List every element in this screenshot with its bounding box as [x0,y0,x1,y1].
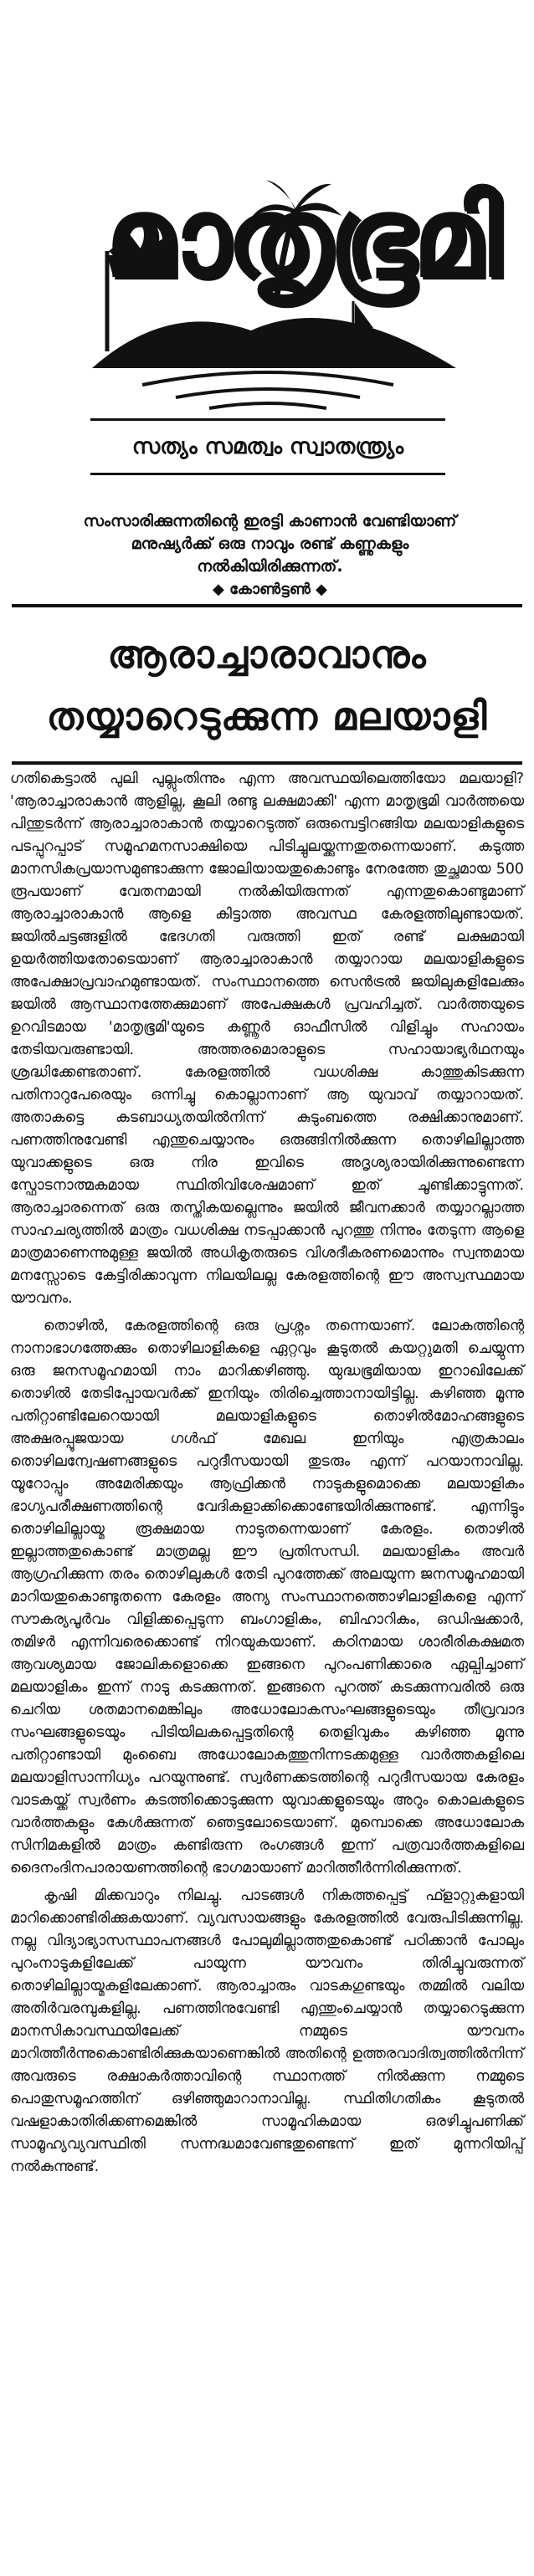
headline-line-2: തയ്യാറെടുക്കുന്ന മലയാളി [46,694,488,739]
quote-line-2: മനുഷ്യർക്ക് ഒരു നാവും രണ്ട് കണ്ണുകളും [131,535,409,553]
quote-box [42,510,498,601]
headline-bottom-rule [12,761,522,765]
paragraph-3: കൃഷി മിക്കവാറും നിലച്ചു. പാടങ്ങൾ നികത്തപ്പെട്ട് ഫ്ളാറ്റുകളായി മാറിക്കൊണ്ടിരിക്കുകയാണ്. വ്യവസായങ്ങളും കേരളത്തിൽ വേരുപിടിക്കുന്നില്ല. നല്ല വിദ്യാഭ്യാസസ്ഥാപനങ്ങൾ പോലുമില്ലാത്തതുകൊണ്ട് പഠിക്കാൻ പോലും പുറംനാടുകളിലേക്ക് പായുന്ന യൗവനം തിരിച്ചുവരുന്നത് തൊഴിലില്ലായ്മകളിലേക്കാണ്. ആരാച്ചാരും വാടകഗുണ്ടയും തമ്മിൽ വലിയ അതിർവരമ്പുകളില്ല. പണത്തിനുവേണ്ടി എന്തുംചെയ്യാൻ തയ്യാറെടുക്കുന്ന മാനസികാവസ്ഥയിലേക്ക് നമ്മുടെ യൗവനം മാറിത്തീർന്നുകൊണ്ടിരിക്കുകയാണെങ്കിൽ അതിന്റെ ഉത്തരവാദിത്വത്തിൽനിന്ന് അവരുടെ രക്ഷാകർത്താവിന്റെ സ്ഥാനത്ത് നിൽക്കുന്ന നമ്മുടെ പൊതുസമൂഹത്തിന് ഒഴിഞ്ഞുമാറാനാവില്ല. സ്ഥിതിഗതികം കൂടുതൽ വഷളാകാതിരിക്കണമെങ്കിൽ സാമൂഹികമായ ഒരഴിച്ചുപണിക്ക് സാമൂഹ്യവ്യവസ്ഥിതി സന്നദ്ധമാവേണ്ടതുണ്ടെന്ന് ഇത് മുന്നറിയിപ്പ് നൽകുന്നുണ്ട്. [10,1887,524,2175]
masthead [0,0,534,519]
quote-line-3: നൽകിയിരിക്കുന്നത്. [197,557,343,576]
quote-attribution: ◆ കോൺട്ടൺ ◆ [212,581,328,598]
headline-line-1: ആരാച്ചാരാവാനും [107,632,427,677]
paragraph-2: തൊഴിൽ, കേരളത്തിന്റെ ഒരു പ്രശ്നം തന്നെയാണ്. ലോകത്തിന്റെ നാനാഭാഗത്തേക്കും തൊഴിലാളികളെ ഏറ്റവും കൂടുതൽ കയറ്റുമതി ചെയ്യുന്ന ഒരു ജനസമൂഹമായി നാം മാറിക്കഴിഞ്ഞു. യുദ്ധഭൂമിയായ ഇറാഖിലേക്ക് തൊഴിൽ തേടിപ്പോയവർക്ക് ഇനിയും തിരിച്ചെത്താനായിട്ടില്ല. കഴിഞ്ഞ മൂന്നു പതിറ്റാണ്ടിലേറെയായി മലയാളികളുടെ തൊഴിൽമോഹങ്ങളുടെ അക്ഷരപ്പൂജയായ ഗൾഫ് മേഖല ഇനിയും എത്രകാലം തൊഴിലന്വേഷണങ്ങളുടെ പറുദീസയായി തുടരും എന്ന് പറയാനാവില്ല. യൂറോപ്പും അമേരിക്കയും ആഫ്രിക്കൻ നാടുകളുമൊക്കെ മലയാളികം ഭാഗ്യപരീക്ഷണത്തിന്റെ വേദികളാക്കിക്കൊണ്ടേയിരിക്കുന്നുണ്ട്. എന്നിട്ടും തൊഴിലില്ലായ്മ രൂക്ഷമായ നാടുതന്നെയാണ് കേരളം. തൊഴിൽ ഇല്ലാത്തതുകൊണ്ട് മാത്രമല്ല ഈ പ്രതിസന്ധി. മലയാളികം അവർ ആഗ്രഹിക്കുന്ന തരം തൊഴിലുകൾ തേടി പുറത്തേക്ക് അലയുന്ന ജനസമൂഹമായി മാറിയതുകൊണ്ടുതന്നെ കേരളം അന്യ സംസ്ഥാനത്തൊഴിലാളികളെ എന്ന് സൗകര്യപൂർവം വിളിക്കപ്പെടുന്ന ബംഗാളികം, ബിഹാറികം, ഒഡിഷക്കാർ, തമിഴർ എന്നിവരെക്കൊണ്ട് നിറയുകയാണ്. കഠിനമായ ശാരീരികക്ഷമത ആവശ്യമായ ജോലികളൊക്കെ ഇങ്ങനെ പുറംപണിക്കാരെ ഏല്പിച്ചാണ് മലയാളികം ഇന്ന് നാടു കടക്കുന്നത്. ഇങ്ങനെ പുറത്ത് കടക്കുന്നവരിൽ ഒരു ചെറിയ ശതമാനമെങ്കിലും അധോലോകസംഘങ്ങളുടെയും തീവ്രവാദ സംഘങ്ങളുടെയും പിടിയിലകപ്പെട്ടതിന്റെ തെളിവുകം കഴിഞ്ഞ മൂന്നു പതിറ്റാണ്ടായി മുംബൈ അധോലോകത്തുനിന്നടക്കമുള്ള വാർത്തകളിലെ മലയാളിസാന്നിധ്യം പറയുന്നുണ്ട്. സ്വർണക്കടത്തിന്റെ പറുദീസയായ കേരളം വാടകയ്ക്ക് സ്വർണം കടത്തിക്കൊടുക്കുന്ന യുവാക്കളുടെയും അറും കൊലകളുടെ വാർത്തകളും കേൾക്കുന്നത് ഞെട്ടലോടെയാണ്. മുമ്പൊക്കെ അധോലോക സിനിമകളിൽ മാത്രം കണ്ടിരുന്ന രംഗങ്ങൾ ഇന്ന് പത്രവാർത്തകളിലെ ദൈനംദിനപാരായണത്തിന്റെ ഭാഗമായാണ് മാറിത്തീർന്നിരിക്കുന്നത്. [10,1318,524,1877]
paragraph-1: ഗതികെട്ടാൽ പുലി പുല്ലുംതിന്നും എന്ന അവസ്ഥയിലെത്തിയോ മലയാളി? 'ആരാച്ചാരാകാൻ ആളില്ല, കൂലി രണ്ടു ലക്ഷമാക്കി' എന്ന മാതൃഭൂമി വാർത്തയെ പിന്തുടർന്ന് ആരാച്ചാരാകാൻ തയ്യാറെടുത്ത് ഒരുമ്പെട്ടിറങ്ങിയ മലയാളികളുടെ പടപ്പുറപ്പാട് സമൂഹമനസാക്ഷിയെ പിടിച്ചുലയ്ക്കുന്നതുതന്നെയാണ്. കടുത്ത മാനസികപ്രയാസമുണ്ടാക്കുന്ന ജോലിയായതുകൊണ്ടും നേരത്തേ തുച്ഛമായ 500 രൂപയാണ് വേതനമായി നൽകിയിരുന്നത് എന്നതുകൊണ്ടുമാണ് ആരാച്ചാരാകാൻ ആളെ കിട്ടാത്ത അവസ്ഥ കേരളത്തിലുണ്ടായത്. ജയിൽചട്ടങ്ങളിൽ ഭേദഗതി വരുത്തി ഇത് രണ്ട് ലക്ഷമായി ഉയർത്തിയതോടെയാണ് ആരാച്ചാരാകാൻ തയ്യാറായ മലയാളികളുടെ അപേക്ഷാപ്രവാഹമുണ്ടായത്. സംസ്ഥാനത്തെ സെൻട്രൽ ജയിലുകളിലേക്കും ജയിൽ ആസ്ഥാനത്തേക്കുമാണ് അപേക്ഷകൾ പ്രവഹിച്ചത്. വാർത്തയുടെ ഉറവിടമായ 'മാതൃഭൂമി'യുടെ കണ്ണൂർ ഓഫീസിൽ വിളിച്ചും സഹായം തേടിയവരുണ്ടായി. അത്തരമൊരാളുടെ സഹായാഭ്യർഥനയും ശ്രദ്ധിക്കേണ്ടതാണ്. കേരളത്തിൽ വധശിക്ഷ കാത്തുകിടക്കുന്ന പതിനാറുപേരെയും ഒന്നിച്ചു കൊല്ലാനാണ് ആ യുവാവ് തയ്യാറായത്. അതാകട്ടെ കടബാധ്യതയിൽനിന്ന് കുടുംബത്തെ രക്ഷിക്കാനുമാണ്. പണത്തിനുവേണ്ടി എന്തുചെയ്യാനും ഒരുങ്ങിനിൽക്കുന്ന തൊഴിലില്ലാത്ത യുവാക്കളുടെ ഒരു നിര ഇവിടെ അദൃശ്യരായിരിക്കുന്നുണ്ടെന്ന സ്ഫോടനാത്മകമായ സ്ഥിതിവിശേഷമാണ് ഇത് ചൂണ്ടിക്കാട്ടുന്നത്. ആരാച്ചാരന്നെത് ഒരു തസ്തികയല്ലെന്നും ജയിൽ ജീവനക്കാർ തയ്യാറല്ലാത്ത സാഹചര്യത്തിൽ മാത്രം വധശിക്ഷ നടപ്പാക്കാൻ പുറത്തു നിന്നും തേടുന്ന ആളെ മാത്രമാണെന്നുമുള്ള ജയിൽ അധികൃതരുടെ വിശദീകരണമൊന്നും സ്വന്തമായ മനസ്സോടെ കേട്ടിരിക്കാവുന്ന നിലയിലല്ല കേരളത്തിന്റെ ഈ അസ്വസ്ഥമായ യൗവനം. [10,771,524,1307]
headline-top-rule [12,604,522,607]
masthead-tagline: സത്യം സമത്വം സ്വാതന്ത്ര്യം [90,418,445,475]
logo-wordmark: മാതൃഭൂമി [104,173,499,302]
editorial-body [10,768,524,2184]
quote-line-1: സംസാരിക്കുന്നതിന്റെ ഇരട്ടി കാണാൻ വേണ്ടിയാണ് [83,512,457,530]
editorial-headline [12,609,522,761]
